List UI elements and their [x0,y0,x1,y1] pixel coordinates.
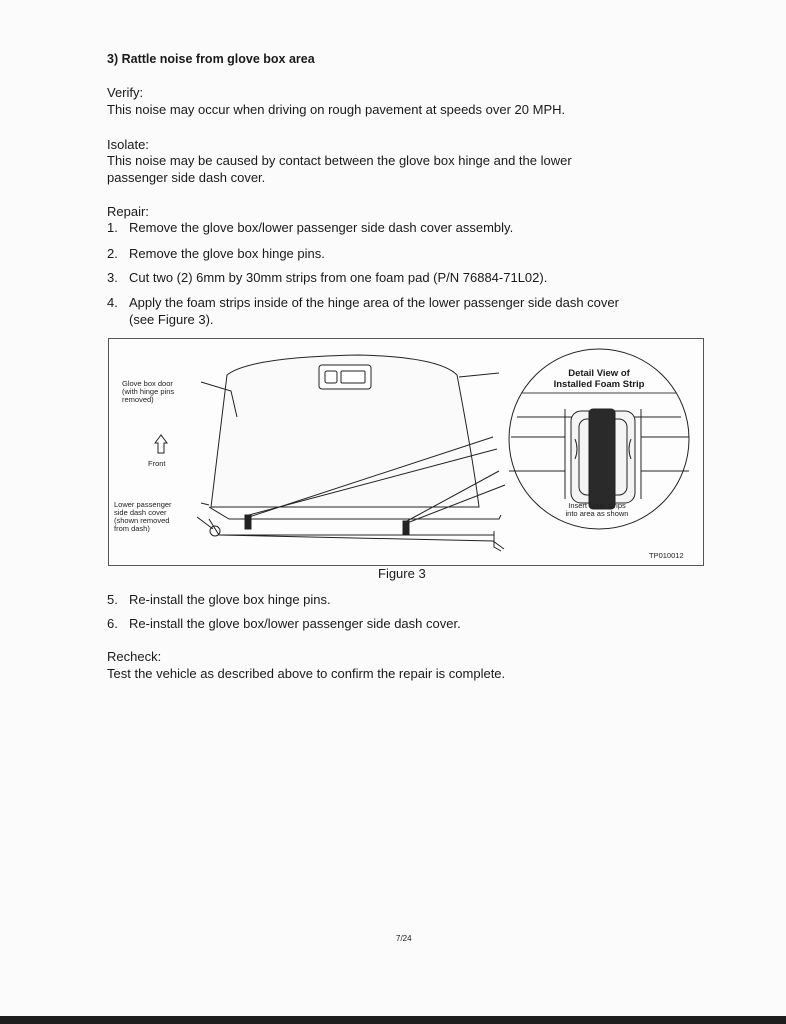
repair-step [107,269,707,286]
detail-view-title: Detail View of Installed Foam Strip [553,368,645,390]
section-heading: 3) Rattle noise from glove box area [107,52,315,66]
repair-step-continuation [107,311,707,328]
repair-step [107,219,707,236]
page-number: 7/24 [396,934,412,943]
step-number: 2. [107,246,118,261]
step-text: Re-install the glove box/lower passenger side dash cover. [129,616,461,631]
step-text: Re-install the glove box hinge pins. [129,592,331,607]
step-text: Cut two (2) 6mm by 30mm strips from one foam pad (P/N 76884-71L02). [129,270,548,285]
repair-step [107,245,707,262]
repair-step [107,591,707,608]
label-lower-dash-cover: Lower passenger side dash cover (shown removed from dash) [114,500,172,533]
repair-step [107,615,707,632]
verify-text: This noise may occur when driving on rough pavement at speeds over 20 MPH. [107,102,566,117]
figure-code: TP010012 [649,551,684,560]
isolate-label: Isolate: [107,137,149,152]
label-glove-box-door: Glove box door (with hinge pins removed) [122,379,175,404]
step-text: (see Figure 3). [129,312,214,327]
isolate-text-line1: This noise may be caused by contact between the glove box hinge and the lower [107,153,572,168]
repair-label: Repair: [107,204,149,219]
step-number: 6. [107,616,118,631]
repair-step [107,294,707,311]
recheck-label: Recheck: [107,649,162,664]
step-number: 4. [107,295,118,310]
figure-3 [108,338,704,566]
step-text: Apply the foam strips inside of the hinge area of the lower passenger side dash cover [129,295,619,310]
front-label: Front [148,459,166,468]
detail-note: Insert foam strips into area as shown [565,501,629,518]
recheck-text: Test the vehicle as described above to confirm the repair is complete. [107,666,506,681]
step-number: 1. [107,220,118,235]
verify-label: Verify: [107,85,144,100]
isolate-text-line2: passenger side dash cover. [107,170,266,185]
step-text: Remove the glove box hinge pins. [129,246,325,261]
step-text: Remove the glove box/lower passenger side dash cover assembly. [129,220,514,235]
scan-bottom-edge [0,1016,786,1024]
step-number: 5. [107,592,118,607]
figure-caption: Figure 3 [378,566,426,581]
step-number: 3. [107,270,118,285]
